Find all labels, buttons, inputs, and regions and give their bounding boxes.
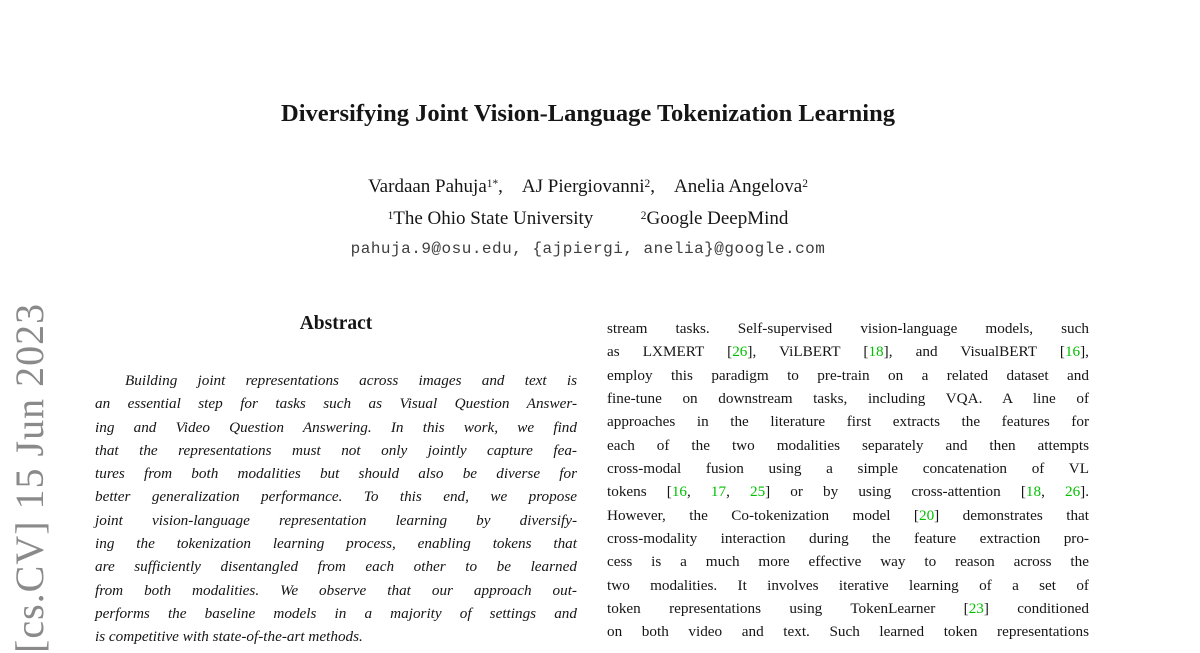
citation-link[interactable]: 18 bbox=[1025, 483, 1042, 501]
text-line bbox=[95, 369, 577, 392]
text-segment: ]. bbox=[1080, 483, 1090, 501]
text-line bbox=[607, 574, 1089, 597]
citation-link[interactable]: 18 bbox=[868, 343, 884, 361]
text-line bbox=[607, 387, 1089, 410]
text-line bbox=[607, 527, 1089, 550]
text-segment: Vardaan Pahuja bbox=[368, 176, 487, 197]
abstract-heading: Abstract bbox=[299, 313, 373, 334]
introduction-text bbox=[607, 317, 1089, 644]
text-segment: performs the baseline models in a majority of settings and bbox=[95, 604, 577, 622]
text-segment: , bbox=[726, 483, 750, 501]
abstract-text bbox=[95, 369, 577, 649]
superscript-marker: 1* bbox=[486, 177, 499, 190]
text-segment: ] or by using cross-attention [ bbox=[765, 483, 1026, 501]
text-segment: , bbox=[650, 176, 674, 197]
citation-link[interactable]: 26 bbox=[1064, 483, 1081, 501]
citation-link[interactable]: 25 bbox=[749, 483, 766, 501]
text-segment: Anelia Angelova bbox=[674, 176, 803, 197]
citation-link[interactable]: 23 bbox=[968, 600, 984, 618]
arxiv-stamp: [cs.CV] 15 Jun 2023 bbox=[7, 302, 52, 653]
text-line bbox=[95, 625, 577, 648]
text-segment: , bbox=[498, 176, 522, 197]
superscript-marker: 1 bbox=[387, 209, 394, 222]
text-segment: ] conditioned bbox=[983, 600, 1089, 618]
text-segment: cross-modality interaction during the feature extraction pro- bbox=[607, 530, 1089, 548]
text-segment: The Ohio State University bbox=[393, 208, 594, 229]
text-segment: two modalities. It involves iterative learning of a set of bbox=[607, 576, 1089, 594]
text-line bbox=[607, 340, 1089, 363]
emails-line: pahuja.9@osu.edu, {ajpiergi, anelia}@google.com bbox=[350, 240, 826, 258]
text-segment: employ this paradigm to pre-train on a related dataset and bbox=[607, 366, 1089, 384]
text-line bbox=[607, 364, 1089, 387]
citation-link[interactable]: 16 bbox=[671, 483, 687, 501]
superscript-marker: 2 bbox=[802, 177, 808, 190]
text-line bbox=[607, 620, 1089, 643]
text-segment: AJ Piergiovanni bbox=[521, 176, 645, 197]
text-segment: approaches in the literature first extracts the features for bbox=[607, 413, 1089, 431]
text-segment: , bbox=[1041, 483, 1065, 501]
text-segment: ], and VisualBERT [ bbox=[883, 343, 1065, 361]
text-line bbox=[607, 597, 1089, 620]
text-line bbox=[95, 416, 577, 439]
text-segment: as LXMERT [ bbox=[607, 343, 733, 361]
text-line bbox=[607, 434, 1089, 457]
text-segment: from both modalities. We observe that our approach out- bbox=[95, 581, 577, 599]
text-segment: Building joint representations across images and text is bbox=[125, 372, 577, 389]
text-segment: better generalization performance. To this end, we propose bbox=[95, 488, 577, 506]
text-line bbox=[95, 485, 577, 508]
text-segment: each of the two modalities separately and then attempts bbox=[607, 436, 1089, 454]
text-line bbox=[95, 532, 577, 555]
text-line bbox=[95, 392, 577, 415]
text-line bbox=[95, 602, 577, 625]
citation-link[interactable]: 26 bbox=[732, 343, 748, 361]
text-segment: cess is a much more effective way to reason across the bbox=[607, 553, 1089, 571]
text-segment: ing and Video Question Answering. In this work, we find bbox=[95, 418, 577, 436]
text-segment: tokens [ bbox=[607, 483, 672, 501]
text-segment: that the representations must not only jointly capture fea- bbox=[95, 441, 577, 459]
text-segment: fine-tune on downstream tasks, including VQA. A line of bbox=[607, 390, 1089, 408]
text-segment: token representations using TokenLearner [ bbox=[607, 600, 969, 618]
text-line bbox=[95, 579, 577, 602]
text-segment: joint vision-language representation learning by diversify- bbox=[95, 511, 577, 529]
text-line bbox=[607, 550, 1089, 573]
text-line bbox=[607, 504, 1089, 527]
superscript-marker: 2 bbox=[640, 209, 647, 222]
text-segment: stream tasks. Self-supervised vision-language models, such bbox=[607, 320, 1089, 337]
text-segment: ], ViLBERT [ bbox=[747, 343, 869, 361]
text-segment: ] demonstrates that bbox=[934, 506, 1089, 524]
text-line bbox=[607, 457, 1089, 480]
superscript-marker: 2 bbox=[644, 177, 651, 190]
text-line bbox=[95, 462, 577, 485]
text-segment: Google DeepMind bbox=[646, 208, 789, 229]
text-segment: cross-modal fusion using a simple concatenation of VL bbox=[607, 460, 1089, 478]
citation-link[interactable]: 16 bbox=[1064, 343, 1081, 361]
text-line bbox=[607, 480, 1089, 503]
citation-link[interactable]: 17 bbox=[710, 483, 727, 501]
citation-link[interactable]: 20 bbox=[918, 506, 935, 524]
text-line bbox=[95, 439, 577, 462]
text-segment: ], bbox=[1080, 343, 1089, 361]
text-segment: is competitive with state-of-the-art methods. bbox=[95, 628, 363, 646]
text-line bbox=[95, 555, 577, 578]
left-column bbox=[95, 0, 577, 648]
text-segment: However, the Co-tokenization model [ bbox=[607, 506, 919, 524]
text-line bbox=[607, 410, 1089, 433]
text-line bbox=[95, 509, 577, 532]
right-column bbox=[607, 0, 1089, 648]
text-segment: an essential step for tasks such as Visual Question Answer- bbox=[95, 395, 577, 413]
text-line bbox=[607, 317, 1089, 340]
text-segment: tures from both modalities but should also be diverse for bbox=[95, 465, 577, 483]
text-segment: , bbox=[687, 483, 711, 501]
paper-title: Diversifying Joint Vision-Language Tokenization Learning bbox=[281, 100, 895, 127]
text-segment: are sufficiently disentangled from each other to be learned bbox=[95, 558, 577, 576]
text-segment: on both video and text. Such learned token representations bbox=[607, 623, 1089, 641]
text-segment: ing the tokenization learning process, enabling tokens that bbox=[95, 535, 577, 553]
